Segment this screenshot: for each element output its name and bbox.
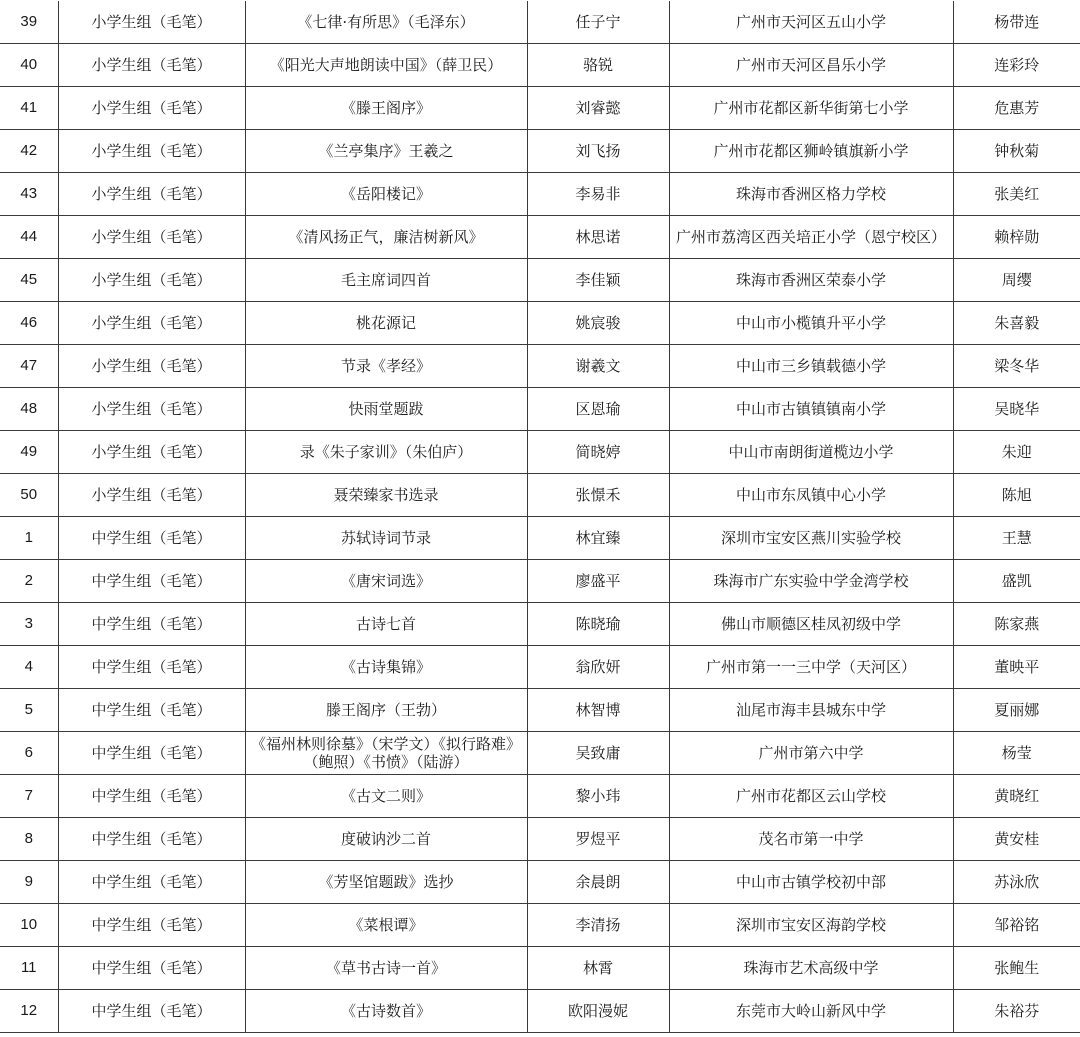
teacher-name-cell: 周缨 <box>953 259 1080 302</box>
group-category-cell: 中学生组（毛笔） <box>58 603 245 646</box>
teacher-name-cell: 朱喜毅 <box>953 302 1080 345</box>
row-number-cell: 41 <box>0 87 58 130</box>
student-name-cell: 吴致庸 <box>527 732 669 775</box>
row-number-cell: 9 <box>0 861 58 904</box>
teacher-name-cell: 王慧 <box>953 517 1080 560</box>
group-category-cell: 小学生组（毛笔） <box>58 345 245 388</box>
row-number-cell: 1 <box>0 517 58 560</box>
work-title-cell: 《岳阳楼记》 <box>245 173 527 216</box>
work-title-cell: 《福州林则徐墓》（宋学文）《拟行路难》（鲍照）《书愤》（陆游） <box>245 732 527 775</box>
row-number-cell: 48 <box>0 388 58 431</box>
group-category-cell: 小学生组（毛笔） <box>58 388 245 431</box>
work-title-cell: 桃花源记 <box>245 302 527 345</box>
work-title-cell: 苏轼诗词节录 <box>245 517 527 560</box>
group-category-cell: 小学生组（毛笔） <box>58 173 245 216</box>
group-category-cell: 中学生组（毛笔） <box>58 818 245 861</box>
school-name-cell: 珠海市香洲区荣泰小学 <box>669 259 953 302</box>
table-row <box>0 259 1080 302</box>
work-title-cell: 度破讷沙二首 <box>245 818 527 861</box>
work-title-cell: 《芳坚馆题跋》选抄 <box>245 861 527 904</box>
row-number-cell: 43 <box>0 173 58 216</box>
group-category-cell: 中学生组（毛笔） <box>58 990 245 1033</box>
work-title-cell: 《滕王阁序》 <box>245 87 527 130</box>
group-category-cell: 小学生组（毛笔） <box>58 302 245 345</box>
work-title-cell: 录《朱子家训》（朱伯庐） <box>245 431 527 474</box>
group-category-cell: 中学生组（毛笔） <box>58 861 245 904</box>
student-name-cell: 陈晓瑜 <box>527 603 669 646</box>
row-number-cell: 4 <box>0 646 58 689</box>
group-category-cell: 中学生组（毛笔） <box>58 732 245 775</box>
teacher-name-cell: 梁冬华 <box>953 345 1080 388</box>
school-name-cell: 广州市花都区新华街第七小学 <box>669 87 953 130</box>
student-name-cell: 林霄 <box>527 947 669 990</box>
school-name-cell: 佛山市顺德区桂凤初级中学 <box>669 603 953 646</box>
teacher-name-cell: 杨莹 <box>953 732 1080 775</box>
table-row <box>0 474 1080 517</box>
student-name-cell: 余晨朗 <box>527 861 669 904</box>
table-row <box>0 947 1080 990</box>
table-row <box>0 431 1080 474</box>
student-name-cell: 李清扬 <box>527 904 669 947</box>
student-name-cell: 谢羲文 <box>527 345 669 388</box>
student-name-cell: 简晓婷 <box>527 431 669 474</box>
school-name-cell: 广州市花都区云山学校 <box>669 775 953 818</box>
row-number-cell: 49 <box>0 431 58 474</box>
row-number-cell: 42 <box>0 130 58 173</box>
student-name-cell: 任子宁 <box>527 1 669 44</box>
student-name-cell: 张憬禾 <box>527 474 669 517</box>
school-name-cell: 汕尾市海丰县城东中学 <box>669 689 953 732</box>
school-name-cell: 中山市古镇学校初中部 <box>669 861 953 904</box>
teacher-name-cell: 吴晓华 <box>953 388 1080 431</box>
teacher-name-cell: 朱裕芬 <box>953 990 1080 1033</box>
table-row <box>0 560 1080 603</box>
row-number-cell: 40 <box>0 44 58 87</box>
school-name-cell: 深圳市宝安区燕川实验学校 <box>669 517 953 560</box>
group-category-cell: 小学生组（毛笔） <box>58 259 245 302</box>
student-name-cell: 刘睿懿 <box>527 87 669 130</box>
work-title-cell: 滕王阁序（王勃） <box>245 689 527 732</box>
group-category-cell: 小学生组（毛笔） <box>58 44 245 87</box>
row-number-cell: 8 <box>0 818 58 861</box>
school-name-cell: 中山市小榄镇升平小学 <box>669 302 953 345</box>
work-title-cell: 《古文二则》 <box>245 775 527 818</box>
table-body <box>0 1 1080 1033</box>
group-category-cell: 中学生组（毛笔） <box>58 947 245 990</box>
school-name-cell: 广州市花都区狮岭镇旗新小学 <box>669 130 953 173</box>
work-title-cell: 《兰亭集序》王羲之 <box>245 130 527 173</box>
table-row <box>0 87 1080 130</box>
teacher-name-cell: 黄安桂 <box>953 818 1080 861</box>
table-row <box>0 173 1080 216</box>
work-title-cell: 快雨堂题跋 <box>245 388 527 431</box>
table-row <box>0 388 1080 431</box>
table-row <box>0 904 1080 947</box>
group-category-cell: 中学生组（毛笔） <box>58 560 245 603</box>
student-name-cell: 罗煜平 <box>527 818 669 861</box>
school-name-cell: 中山市古镇镇镇南小学 <box>669 388 953 431</box>
row-number-cell: 2 <box>0 560 58 603</box>
row-number-cell: 46 <box>0 302 58 345</box>
group-category-cell: 中学生组（毛笔） <box>58 904 245 947</box>
table-row <box>0 990 1080 1033</box>
student-name-cell: 廖盛平 <box>527 560 669 603</box>
teacher-name-cell: 连彩玲 <box>953 44 1080 87</box>
teacher-name-cell: 张鲍生 <box>953 947 1080 990</box>
school-name-cell: 广州市第一一三中学（天河区） <box>669 646 953 689</box>
row-number-cell: 47 <box>0 345 58 388</box>
row-number-cell: 39 <box>0 1 58 44</box>
work-title-cell: 《唐宋词选》 <box>245 560 527 603</box>
student-name-cell: 李易非 <box>527 173 669 216</box>
table-row <box>0 732 1080 775</box>
school-name-cell: 东莞市大岭山新风中学 <box>669 990 953 1033</box>
award-list-table <box>0 1 1080 1033</box>
student-name-cell: 骆锐 <box>527 44 669 87</box>
table-row <box>0 861 1080 904</box>
work-title-cell: 《古诗集锦》 <box>245 646 527 689</box>
group-category-cell: 小学生组（毛笔） <box>58 474 245 517</box>
student-name-cell: 李佳颖 <box>527 259 669 302</box>
school-name-cell: 珠海市广东实验中学金湾学校 <box>669 560 953 603</box>
group-category-cell: 小学生组（毛笔） <box>58 87 245 130</box>
work-title-cell: 毛主席词四首 <box>245 259 527 302</box>
work-title-cell: 《草书古诗一首》 <box>245 947 527 990</box>
teacher-name-cell: 朱迎 <box>953 431 1080 474</box>
row-number-cell: 6 <box>0 732 58 775</box>
school-name-cell: 广州市天河区五山小学 <box>669 1 953 44</box>
teacher-name-cell: 董映平 <box>953 646 1080 689</box>
school-name-cell: 广州市第六中学 <box>669 732 953 775</box>
teacher-name-cell: 张美红 <box>953 173 1080 216</box>
teacher-name-cell: 杨带连 <box>953 1 1080 44</box>
work-title-cell: 《七律·有所思》（毛泽东） <box>245 1 527 44</box>
teacher-name-cell: 赖梓勋 <box>953 216 1080 259</box>
student-name-cell: 姚宸骏 <box>527 302 669 345</box>
student-name-cell: 黎小玮 <box>527 775 669 818</box>
work-title-cell: 古诗七首 <box>245 603 527 646</box>
work-title-cell: 聂荣臻家书选录 <box>245 474 527 517</box>
teacher-name-cell: 邹裕铭 <box>953 904 1080 947</box>
row-number-cell: 7 <box>0 775 58 818</box>
row-number-cell: 3 <box>0 603 58 646</box>
table-row <box>0 646 1080 689</box>
row-number-cell: 44 <box>0 216 58 259</box>
table-row <box>0 517 1080 560</box>
school-name-cell: 珠海市艺术高级中学 <box>669 947 953 990</box>
group-category-cell: 小学生组（毛笔） <box>58 1 245 44</box>
table-row <box>0 689 1080 732</box>
table-row <box>0 302 1080 345</box>
school-name-cell: 广州市天河区昌乐小学 <box>669 44 953 87</box>
school-name-cell: 茂名市第一中学 <box>669 818 953 861</box>
table-row <box>0 345 1080 388</box>
teacher-name-cell: 夏丽娜 <box>953 689 1080 732</box>
student-name-cell: 欧阳漫妮 <box>527 990 669 1033</box>
row-number-cell: 5 <box>0 689 58 732</box>
row-number-cell: 11 <box>0 947 58 990</box>
work-title-cell: 《阳光大声地朗读中国》（薛卫民） <box>245 44 527 87</box>
student-name-cell: 林宜臻 <box>527 517 669 560</box>
work-title-cell: 节录《孝经》 <box>245 345 527 388</box>
table-row <box>0 44 1080 87</box>
group-category-cell: 中学生组（毛笔） <box>58 646 245 689</box>
group-category-cell: 中学生组（毛笔） <box>58 775 245 818</box>
work-title-cell: 《菜根谭》 <box>245 904 527 947</box>
teacher-name-cell: 钟秋菊 <box>953 130 1080 173</box>
row-number-cell: 45 <box>0 259 58 302</box>
row-number-cell: 12 <box>0 990 58 1033</box>
table-row <box>0 130 1080 173</box>
student-name-cell: 翁欣妍 <box>527 646 669 689</box>
school-name-cell: 珠海市香洲区格力学校 <box>669 173 953 216</box>
row-number-cell: 10 <box>0 904 58 947</box>
group-category-cell: 中学生组（毛笔） <box>58 517 245 560</box>
work-title-cell: 《清风扬正气，廉洁树新风》 <box>245 216 527 259</box>
student-name-cell: 林智博 <box>527 689 669 732</box>
student-name-cell: 林思诺 <box>527 216 669 259</box>
school-name-cell: 深圳市宝安区海韵学校 <box>669 904 953 947</box>
school-name-cell: 中山市三乡镇载德小学 <box>669 345 953 388</box>
school-name-cell: 广州市荔湾区西关培正小学（恩宁校区） <box>669 216 953 259</box>
teacher-name-cell: 危惠芳 <box>953 87 1080 130</box>
table-row <box>0 775 1080 818</box>
student-name-cell: 刘飞扬 <box>527 130 669 173</box>
school-name-cell: 中山市东凤镇中心小学 <box>669 474 953 517</box>
student-name-cell: 区恩瑜 <box>527 388 669 431</box>
table-row <box>0 818 1080 861</box>
school-name-cell: 中山市南朗街道榄边小学 <box>669 431 953 474</box>
group-category-cell: 小学生组（毛笔） <box>58 130 245 173</box>
group-category-cell: 小学生组（毛笔） <box>58 216 245 259</box>
table-row <box>0 603 1080 646</box>
teacher-name-cell: 陈家燕 <box>953 603 1080 646</box>
work-title-cell: 《古诗数首》 <box>245 990 527 1033</box>
table-row <box>0 1 1080 44</box>
teacher-name-cell: 陈旭 <box>953 474 1080 517</box>
group-category-cell: 中学生组（毛笔） <box>58 689 245 732</box>
teacher-name-cell: 苏泳欣 <box>953 861 1080 904</box>
row-number-cell: 50 <box>0 474 58 517</box>
teacher-name-cell: 盛凯 <box>953 560 1080 603</box>
table-row <box>0 216 1080 259</box>
group-category-cell: 小学生组（毛笔） <box>58 431 245 474</box>
teacher-name-cell: 黄晓红 <box>953 775 1080 818</box>
